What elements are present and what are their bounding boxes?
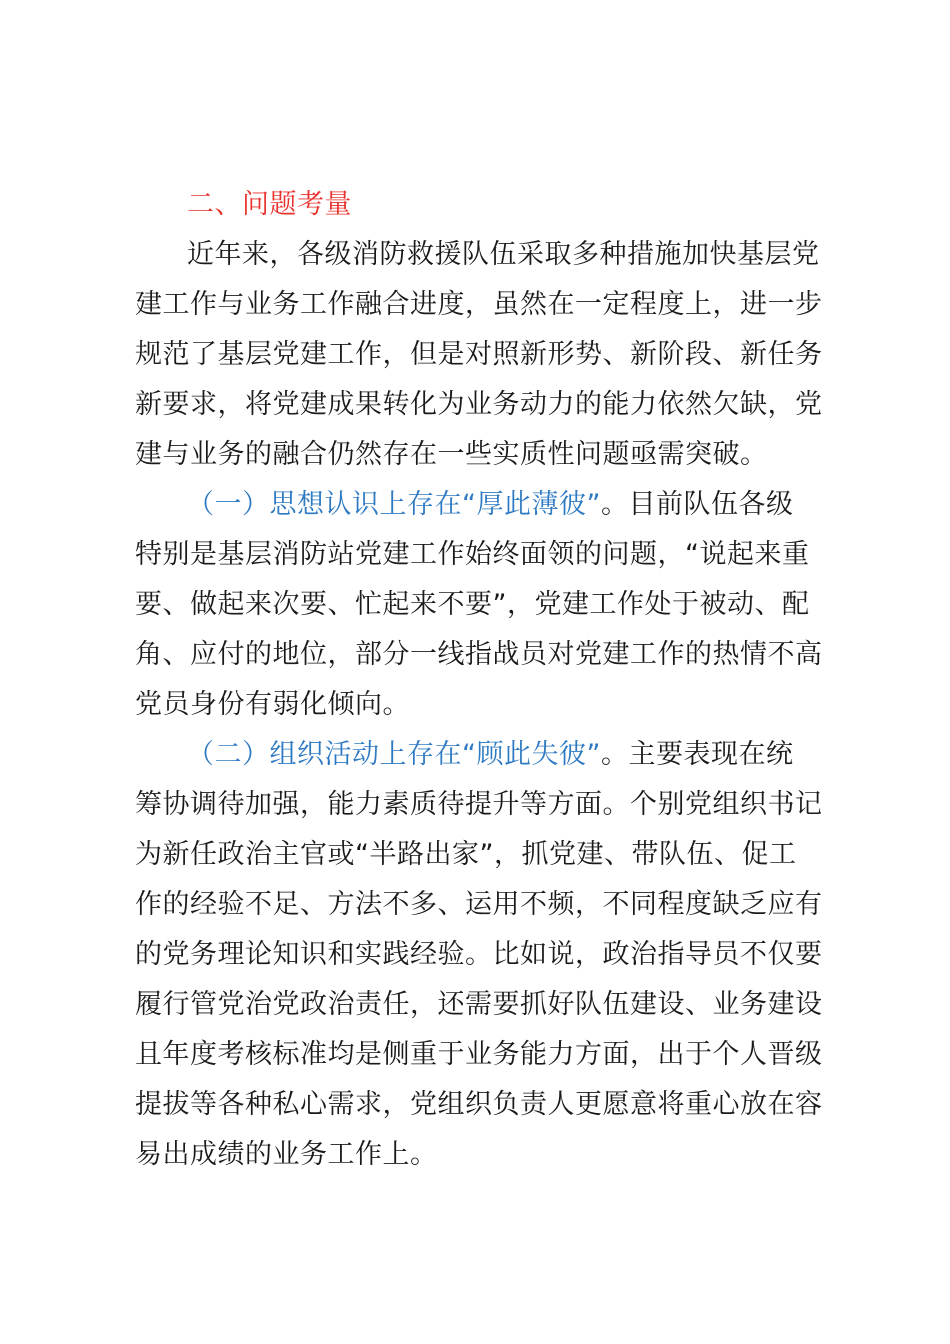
point-one-line: 角、应付的地位，部分一线指战员对党建工作的热情不高 xyxy=(135,639,823,670)
point-one-line: 党员身份有弱化倾向。 xyxy=(135,689,410,720)
point-two-line: 作的经验不足、方法不多、运用不频，不同程度缺乏应有 xyxy=(135,889,823,920)
point-two-line: 的党务理论知识和实践经验。比如说，政治指导员不仅要 xyxy=(135,939,823,970)
intro-line: 规范了基层党建工作，但是对照新形势、新阶段、新任务 xyxy=(135,339,823,370)
point-two-first-line-rest: 。主要表现在统 xyxy=(600,739,794,770)
point-one-first-line-rest: 。目前队伍各级 xyxy=(600,489,794,520)
intro-line: 新要求，将党建成果转化为业务动力的能力依然欠缺，党 xyxy=(135,389,823,420)
point-two-first-line xyxy=(135,730,835,780)
point-two-line: 提拔等各种私心需求，党组织负责人更愿意将重心放在容 xyxy=(135,1089,823,1120)
point-two-line: 为新任政治主官或“半路出家”，抓党建、带队伍、促工 xyxy=(135,839,797,870)
intro-line: 建与业务的融合仍然存在一些实质性问题亟需突破。 xyxy=(135,439,768,470)
point-one-line: 特别是基层消防站党建工作始终面领的问题，“说起来重 xyxy=(135,539,810,570)
point-two-line: 易出成绩的业务工作上。 xyxy=(135,1139,438,1170)
intro-paragraph xyxy=(135,230,835,480)
point-one-paragraph xyxy=(135,480,835,730)
intro-line: 近年来，各级消防救援队伍采取多种措施加快基层党 xyxy=(187,239,820,270)
document-page xyxy=(135,180,835,1180)
point-two-line: 筹协调待加强，能力素质待提升等方面。个别党组织书记 xyxy=(135,789,823,820)
point-two-heading: （二）组织活动上存在“顾此失彼” xyxy=(187,739,601,770)
point-two-line: 且年度考核标准均是侧重于业务能力方面，出于个人晋级 xyxy=(135,1039,823,1070)
point-one-line: 要、做起来次要、忙起来不要”，党建工作处于被动、配 xyxy=(135,589,810,620)
point-one-first-line xyxy=(135,480,835,530)
point-two-paragraph xyxy=(135,730,835,1180)
section-title: 二、问题考量 xyxy=(187,189,352,220)
point-one-heading: （一）思想认识上存在“厚此薄彼” xyxy=(187,489,601,520)
point-two-line: 履行管党治党政治责任，还需要抓好队伍建设、业务建设 xyxy=(135,989,823,1020)
intro-line: 建工作与业务工作融合进度，虽然在一定程度上，进一步 xyxy=(135,289,823,320)
